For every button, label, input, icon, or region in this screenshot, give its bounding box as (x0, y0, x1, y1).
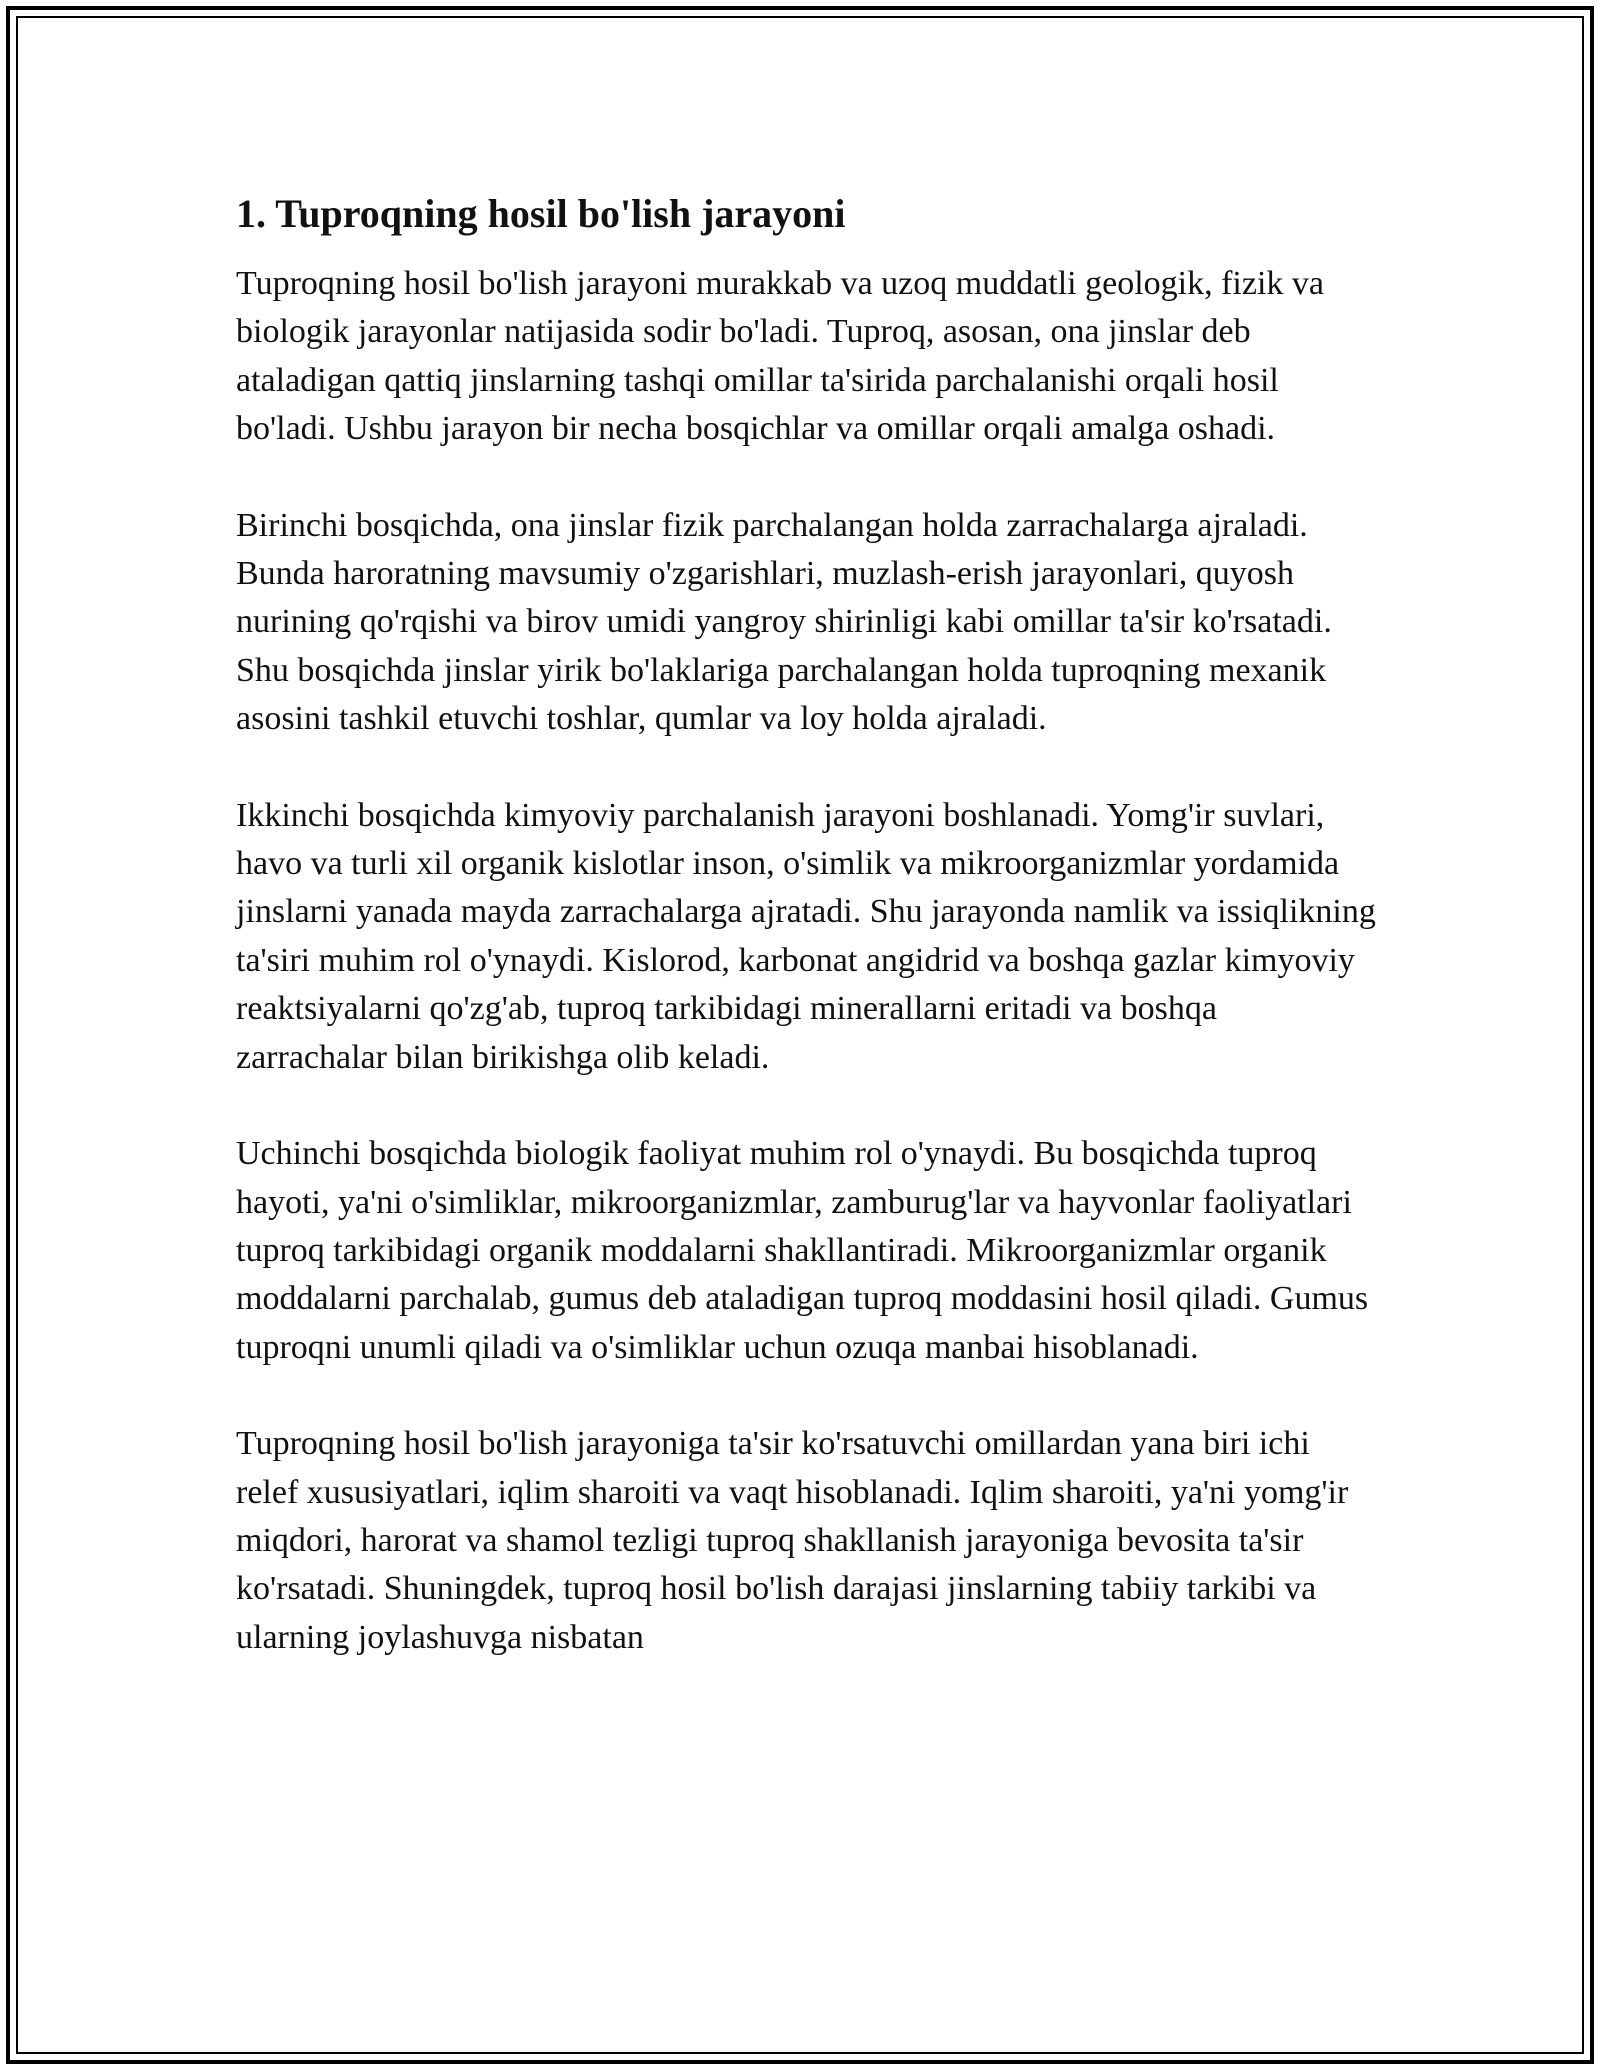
paragraph-2: Birinchi bosqichda, ona jinslar fizik parchalangan holda zarrachalarga ajraladi. Bunda haroratning mavsumiy o'zgarishlari, muzlash-erish jarayonlari, quyosh nurining qo'rqishi va birov umidi yangroy shirinligi kabi omillar ta'sir ko'rsatadi. Shu bosqichda jinslar yirik bo'laklariga parchalangan holda tuproqning mexanik asosini tashkil etuvchi toshlar, qumlar va loy holda ajraladi. (236, 506, 1332, 738)
paragraph-4: Uchinchi bosqichda biologik faoliyat muhim rol o'ynaydi. Bu bosqichda tuproq hayoti, ya'ni o'simliklar, mikroorganizmlar, zamburug'lar va hayvonlar faoliyatlari tuproq tarkibidagi organik moddalarni shakllantiradi. Mikroorganizmlar organik moddalarni parchalab, gumus deb ataladigan tuproq moddasini hosil qiladi. Gumus tuproqni unumli qiladi va o'simliklar uchun ozuqa manbai hisoblanadi. (236, 1135, 1369, 1366)
section-heading: 1. Tuproqning hosil bo'lish jarayoni (236, 191, 846, 236)
paragraph-5: Tuproqning hosil bo'lish jarayoniga ta'sir ko'rsatuvchi omillardan yana biri ichi relef xususiyatlari, iqlim sharoiti va vaqt hisoblanadi. Iqlim sharoiti, ya'ni yomg'ir miqdori, harorat va shamol tezligi tuproq shakllanish jarayoniga bevosita ta'sir ko'rsatadi. Shuningdek, tuproq hosil bo'lish darajasi jinslarning tabiiy tarkibi va ularning joylashuvga nisbatan (236, 1425, 1349, 1656)
paragraph-3: Ikkinchi bosqichda kimyoviy parchalanish jarayoni boshlanadi. Yomg'ir suvlari, havo va turli xil organik kislotlar inson, o'simlik va mikroorganizmlar yordamida jinslarni yanada mayda zarrachalarga ajratadi. Shu jarayonda namlik va issiqlikning ta'siri muhim rol o'ynaydi. Kislorod, karbonat angidrid va boshqa gazlar kimyoviy reaktsiyalarni qo'zg'ab, tuproq tarkibidagi minerallarni eritadi va boshqa zarrachalar bilan birikishga olib keladi. (236, 796, 1376, 1076)
document-body (236, 188, 1376, 1662)
paragraph-1: Tuproqning hosil bo'lish jarayoni murakkab va uzoq muddatli geologik, fizik va biologik jarayonlar natijasida sodir bo'ladi. Tuproq, asosan, ona jinslar deb ataladigan qattiq jinslarning tashqi omillar ta'sirida parchalanishi orqali hosil bo'ladi. Ushbu jarayon bir necha bosqichlar va omillar orqali amalga oshadi. (236, 265, 1324, 448)
